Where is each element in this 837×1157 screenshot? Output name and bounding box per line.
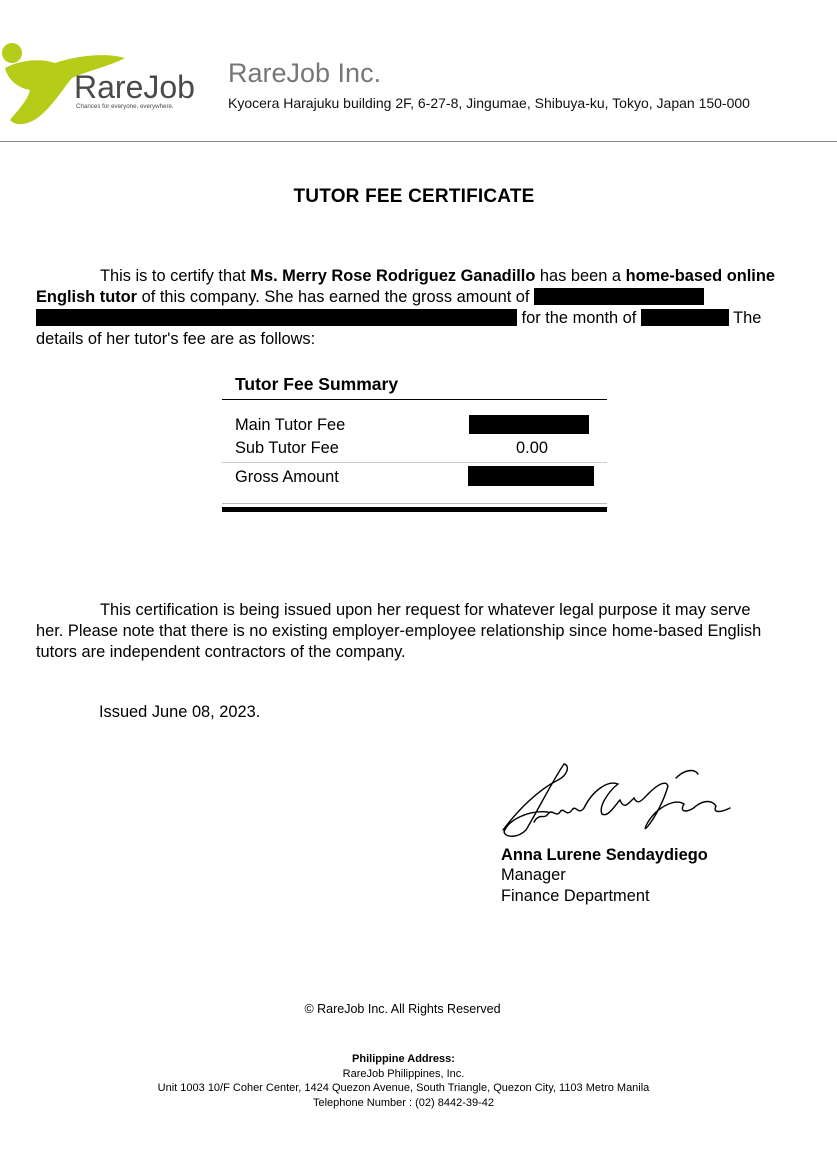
intro-paragraph: [36, 266, 776, 350]
philippine-address: Unit 1003 10/F Coher Center, 1424 Quezon Avenue, South Triangle, Quezon City, 1103 Metro Manila: [157, 1082, 650, 1094]
company-name: RareJob Inc.: [228, 58, 382, 88]
summary-top-rule: [222, 399, 607, 400]
philippine-address-heading: Philippine Address:: [352, 1053, 455, 1065]
redacted-gross-value: [468, 466, 594, 486]
issued-date: Issued June 08, 2023.: [99, 703, 261, 721]
intro-month-lead: for the month of: [517, 309, 641, 327]
header-divider: [0, 141, 837, 142]
intro-earned: of this company. She has earned the gross amount of: [137, 288, 535, 306]
redacted-month: [641, 309, 729, 326]
tutor-role: home-based online English tutor: [36, 267, 775, 306]
document-title: TUTOR FEE CERTIFICATE: [293, 186, 535, 207]
rarejob-logo: [0, 38, 210, 128]
summary-title: Tutor Fee Summary: [235, 374, 399, 394]
logo-wordmark: RareJob: [74, 69, 195, 105]
closing-text: This certification is being issued upon her request for whatever legal purpose it may serve her. Please note that there is no existing employer-employee relationship since home-based English tutors are independent contractors of the company.: [36, 601, 762, 661]
redacted-main-fee-value: [469, 415, 589, 434]
intro-mid: has been a: [535, 267, 626, 285]
closing-paragraph: [36, 600, 776, 663]
row-label-gross: Gross Amount: [235, 468, 339, 486]
company-address: Kyocera Harajuku building 2F, 6-27-8, Jingumae, Shibuya-ku, Tokyo, Japan 150-000: [228, 95, 750, 111]
row-label-sub-fee: Sub Tutor Fee: [235, 439, 339, 457]
signer-position: Manager: [501, 866, 566, 884]
signer-department: Finance Department: [501, 887, 650, 905]
sub-fee-value: 0.00: [516, 439, 548, 457]
row-label-main-fee: Main Tutor Fee: [235, 416, 346, 434]
tutor-name: Ms. Merry Rose Rodriguez Ganadillo: [250, 267, 536, 285]
signature-text: AnnaSendaydiego: [618, 838, 627, 839]
summary-thin-rule: [222, 503, 607, 504]
redacted-amount-text: [36, 309, 517, 326]
copyright-notice: © RareJob Inc. All Rights Reserved: [304, 1002, 501, 1016]
summary-bottom-rule: [222, 507, 607, 512]
intro-lead: This is to certify that: [100, 267, 251, 285]
philippine-company: RareJob Philippines, Inc.: [342, 1068, 465, 1080]
intro-tail: The details of her tutor's fee are as follows:: [36, 309, 762, 348]
philippine-phone: Telephone Number : (02) 8442-39-42: [312, 1097, 494, 1109]
summary-mid-rule: [222, 462, 607, 463]
logo-tagline: Chances for everyone, everywhere.: [76, 103, 174, 110]
redacted-amount-words: [534, 288, 704, 305]
signer-name: Anna Lurene Sendaydiego: [501, 846, 708, 864]
signature-image: [498, 760, 738, 840]
